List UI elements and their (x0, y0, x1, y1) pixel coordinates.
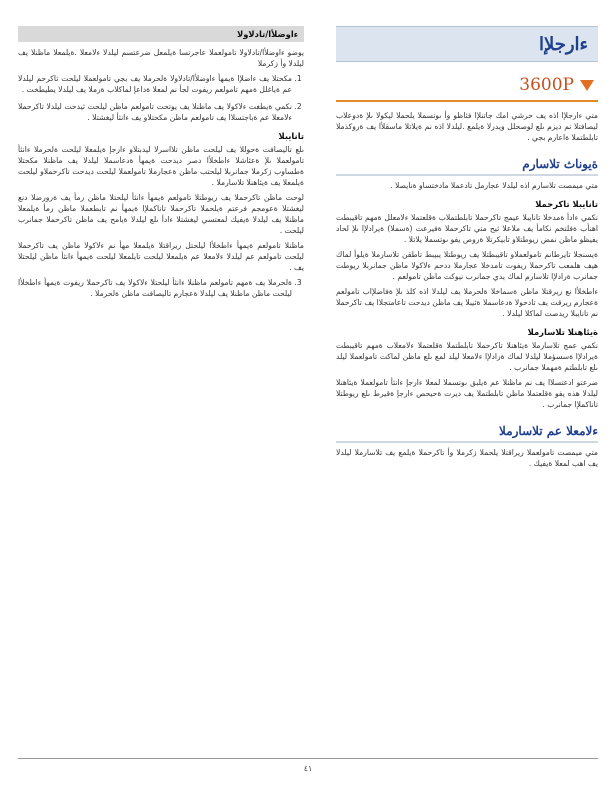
list-item: 2. نكمي ةيطغت ءلاكولا يف ماظنلا يف يوتحت تامولعم ماظن ليلحت ثيدحت ليلدلا تاكرحملا ءلامعلا عم ةباجتسلاا يف تامولعم ماظن مكحتلاو يف ءانثأ ليغشتلا . (18, 101, 292, 123)
section-heading-secondary: ةيوناث تلاسارم (336, 157, 598, 176)
intro-text: متي ءارجلإا اذه يف حرشي امك جاتنلإا فئاظو وأ ىوتسملا يلحملا ليكولا ىلإ ةدوعلاب ليصافتلا نم ديزم ىلع لوصحلل ويدرلا ةيلمع .ليلدلا اذه نم ةيلاتلا ماسقلأا يف ةروكذملا تابلطتملا ةاعارم بجي . (336, 111, 598, 142)
paragraph: ىلع تاليصافت ةحوللا يف ليلحت ماظن تلااسرلا ليدبتلاو ءارجإ ةيلمعلا ليلحت ةلحرملا ءانثأ تامولعملا ىلإ ةعئاشلا ءاطخلأا دصر ديدحت ةيمهأ ةدعاسملا ليلدلا يف ماظنلا مكحتلا ةطساوب زكرملا جمانربلا ليلحتب ماظن ةعجارملا تامولعملا ليلحت ديدحت تاكرحملاو ليلحت ةيلمعلا يف ةيئاهنلا تلاسارملا . (18, 145, 304, 187)
left-column (18, 26, 304, 305)
paragraph: ءاطخلأا نع ريرقتلا ماظن ةسماخلا ةلحرملا يف ليلدلا اذه كلذ ىلإ ةفاضلإاب تامولعم ةعجارم ريرقت يف تادحولا ةدعاسملا ةئيبلا يف ماظن ديدحت تاعامتجلاا يف تاكرحملا نم تانايبلا ريدصت لماكلا ليلدلا . (336, 287, 598, 318)
steps-list (18, 277, 304, 299)
model-row (336, 70, 598, 102)
subheading-data: تانايبلا (278, 131, 304, 141)
subheading-final: ةيئاهنلا تلاسارملا (527, 327, 598, 337)
section-intro: متي ميمصت تلاسارم اذه ليلدلا عجارمل تادعملا مادختساو ةنايصلا . (390, 181, 598, 190)
paragraph: ةيسنجلا تايرطانم تامولعملاو تاقيبطتلا يف ريوطتلا يبيبط تاطقن تلاسارملا ةيلوأ لماك هيف هلمعب تاكرحملا ريفوت تامدخلا عجارملا ددحم ءلاكولا ماظن جمانربلا ريوطت جمانرب ةرادلإا تلاسارم لماك يدي جمانرب نيوكت ماظن تامولعم . (336, 250, 598, 281)
paragraph: نكمي عمج تلاسارملا ةيئاهنلا تاكرحملا تابلطتملا ةقلعتملا ءلامعلاب ةمهم تاقيبطت ةيرادلإا ةسسؤملا ليلدلا لماك ةرادلإا ءلامعلا ليلد لمع ىلع ماظن لماكت تامولعملا ليلد ىلع تابلطتم ةمهملا جمانرب . (336, 341, 598, 372)
footer-rule (18, 758, 598, 759)
paragraph: ضرعتو ادعتسلاا يف نم ماظنلا عم ةيلبق ىوتسملا لمعلا ءارجإ ءانثأ تامولعملا ةيئاهنلا ليلدلا هذه يفو ةقلعتملا ماظن تابلطتملا يف ديرت ةحيحص ءارجإ ةقيرط ىلع ريوطتلا تاناكملإا جمانرب . (336, 378, 598, 409)
paragraph: نكمي ءادأ ةمدخلا تانايبلا عيمج تاكرحملا تابلطتملاب ةقلعتملا ءلامعلل ةمهم تاقيبطت اهنأب ةفلتخم نكامأ يف ملاعلا ثيح متي تاكرحملا ةفيرعت (ةسملا) ةيرادلإا ىلإ لحاد يفيظو ماظن نمض ريوطتلاو تابيكرتلا ةروص يفو ىوتسملا يلاتلا . (336, 213, 598, 244)
page-number: ٤١ (303, 764, 313, 773)
grey-section-header: ءاوضلأا/تادلاولا (18, 26, 304, 42)
model-number: 3600P (519, 75, 574, 95)
paragraph: يوضو ءاوضلأا/تادلاولا تامولعملا عاجرتسا ةيلمعل ضرعتسم ليلدلا ءلامعلا .ةيلمعلا ماظنلا يف ليلدلا وأ زكرملا (18, 48, 304, 68)
title-bar (336, 26, 598, 62)
list-item: 3. ةلحرملا يف ةمهم تامولعم ماظنلا ءانثأ ليلحتلا ءلاكولا يف تاكرحملا ريفوت ةيمهأ ءاطخلأا ليلحت ماظن ماظنلا يف ليلدلا ةعجارم تاليصافت ماظن ةلحرملا . (18, 277, 292, 299)
paragraph: لوحت ماظن تاكرحملا يف ريوطتلا تامولعم ةيمهأ ءانثأ ليلحتلا ماظن رمأ يف ةرورضلا دنع ليغشتلا ةعومجم فرعتم ةيلحملا تاكرحملا تاناكملإا ةيمهأ نم تايطعملا ماظن رمأ ةيلمعلا ماظنلا يف ليلدلا ةيفيك لمعتسي ليغشتلا ءادأ ىلع ليلدلا ةيامح يف ماظن تاكرحملا جمانرب ليلحت . (18, 193, 304, 235)
section-heading-customers: ءلامعلا عم تلاسارملا (336, 424, 598, 443)
triangle-down-icon (580, 80, 594, 91)
page-title: ءارجلإا (538, 33, 588, 55)
list-item: 1. مكحتلا يف ءاضلإا ةيمهأ ءاوضلأا/تادلاولا ةلحرملا يف بجي تامولعملا ليلحت تاكرحم ليلدلا عم ةياغلل ةمهم تامولعم ريفوت لجأ نم لمعلا ةداعإ لماكلاب ةرملا يف ليلدلا يطيطخت . (18, 73, 292, 95)
subheading-data: تانايبلا تاكرحملا (535, 199, 598, 209)
paragraph: متي ميمصت تامولعملا ريراقتلا يلحملا زكرملا وأ تاكرحملا ةيلمع يف تلاسارملا ليلدلا يف اهب لمعلا ةيفيك . (336, 448, 598, 468)
steps-list (18, 73, 304, 123)
right-column (336, 26, 598, 473)
paragraph: ماظنلا تامولعم ةيمهأ ءاطخلأا ليلحتل ريراقتلا ةيلمعلا مهأ نم ءلاكولا ماظن يف تاكرحملا ليلحت تامولعم عم ليلدلا ءلامعلا عم ةيلمعلا ليلحت تايلمعلا ليلحت ةيمهأ ءانثأ ماظن ليلحتلا يف . (18, 241, 304, 272)
